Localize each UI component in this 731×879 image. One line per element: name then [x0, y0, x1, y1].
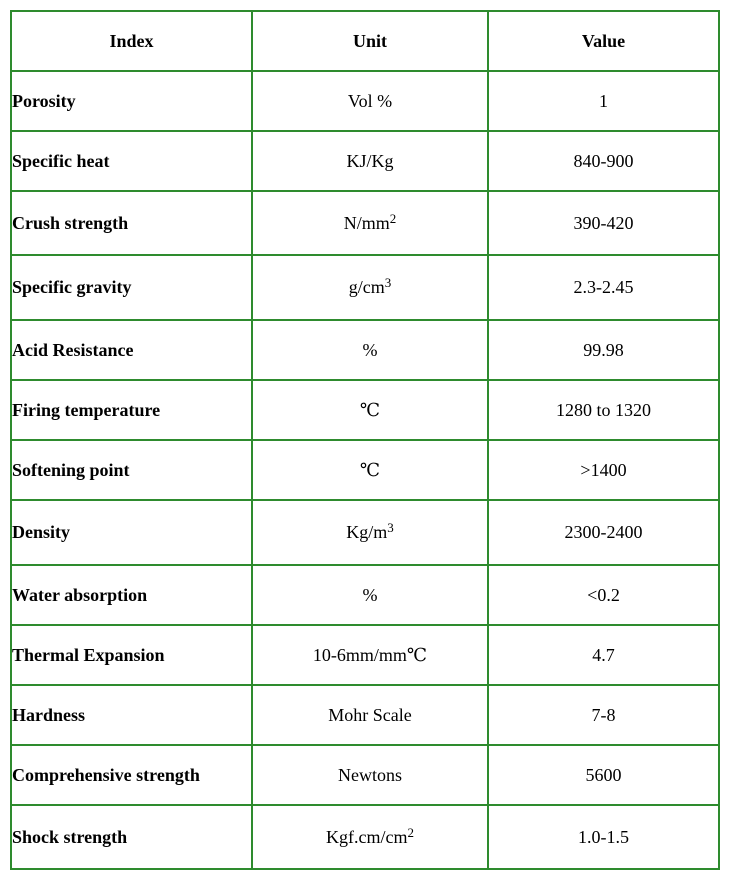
unit-cell [252, 805, 488, 869]
unit-text: Newtons [338, 764, 402, 785]
unit-superscript: 2 [407, 824, 414, 840]
table-row [11, 625, 719, 685]
unit-text: Vol % [347, 90, 393, 111]
unit-cell [252, 71, 488, 131]
index-cell: Specific gravity [11, 255, 252, 320]
table-row [11, 805, 719, 869]
table-row [11, 380, 719, 440]
unit-text: Kg/m [346, 522, 388, 542]
value-cell: 1 [488, 71, 719, 131]
value-cell: 99.98 [488, 320, 719, 380]
header-index: Index [11, 11, 252, 71]
header-unit: Unit [252, 11, 488, 71]
index-cell: Hardness [11, 685, 252, 745]
value-cell: 7-8 [488, 685, 719, 745]
value-cell: 2.3-2.45 [488, 255, 719, 320]
value-cell: 5600 [488, 745, 719, 805]
table-row [11, 131, 719, 191]
table-row [11, 440, 719, 500]
unit-cell [252, 625, 488, 685]
value-cell: 4.7 [488, 625, 719, 685]
value-cell: >1400 [488, 440, 719, 500]
index-cell: Specific heat [11, 131, 252, 191]
value-cell: 1280 to 1320 [488, 380, 719, 440]
index-cell: Crush strength [11, 191, 252, 255]
index-cell: Shock strength [11, 805, 252, 869]
table-row [11, 255, 719, 320]
unit-superscript: 2 [389, 210, 397, 226]
unit-text: % [362, 584, 378, 605]
unit-cell [252, 131, 488, 191]
unit-cell [252, 255, 488, 320]
value-cell: <0.2 [488, 565, 719, 625]
header-value: Value [488, 11, 719, 71]
index-cell: Thermal Expansion [11, 625, 252, 685]
unit-cell [252, 191, 488, 255]
value-cell: 390-420 [488, 191, 719, 255]
unit-cell [252, 320, 488, 380]
unit-text: % [362, 339, 378, 360]
table-row [11, 745, 719, 805]
table-row [11, 500, 719, 565]
table-row [11, 565, 719, 625]
unit-cell [252, 685, 488, 745]
unit-text: ℃ [359, 399, 381, 420]
index-cell: Acid Resistance [11, 320, 252, 380]
unit-cell [252, 380, 488, 440]
index-cell: Water absorption [11, 565, 252, 625]
table-row [11, 71, 719, 131]
table-header [11, 11, 719, 71]
index-cell: Density [11, 500, 252, 565]
unit-superscript: 3 [384, 275, 392, 290]
index-cell: Firing temperature [11, 380, 252, 440]
table-row [11, 191, 719, 255]
table-row [11, 685, 719, 745]
index-cell: Porosity [11, 71, 252, 131]
properties-table [10, 10, 720, 870]
unit-text: g/cm [348, 277, 385, 297]
unit-cell [252, 745, 488, 805]
unit-cell [252, 565, 488, 625]
value-cell: 1.0-1.5 [488, 805, 719, 869]
header-row [11, 11, 719, 71]
value-cell: 840-900 [488, 131, 719, 191]
index-cell: Comprehensive strength [11, 745, 252, 805]
unit-text: KJ/Kg [346, 150, 394, 171]
unit-text: Kgf.cm/cm [326, 826, 408, 847]
index-cell: Softening point [11, 440, 252, 500]
unit-cell [252, 500, 488, 565]
unit-text: N/mm [343, 212, 390, 233]
table-row [11, 320, 719, 380]
unit-superscript: 3 [387, 520, 394, 535]
unit-cell [252, 440, 488, 500]
unit-text: ℃ [359, 459, 381, 480]
unit-text: Mohr Scale [328, 704, 412, 725]
unit-text: 10-6mm/mm℃ [312, 644, 428, 665]
value-cell: 2300-2400 [488, 500, 719, 565]
